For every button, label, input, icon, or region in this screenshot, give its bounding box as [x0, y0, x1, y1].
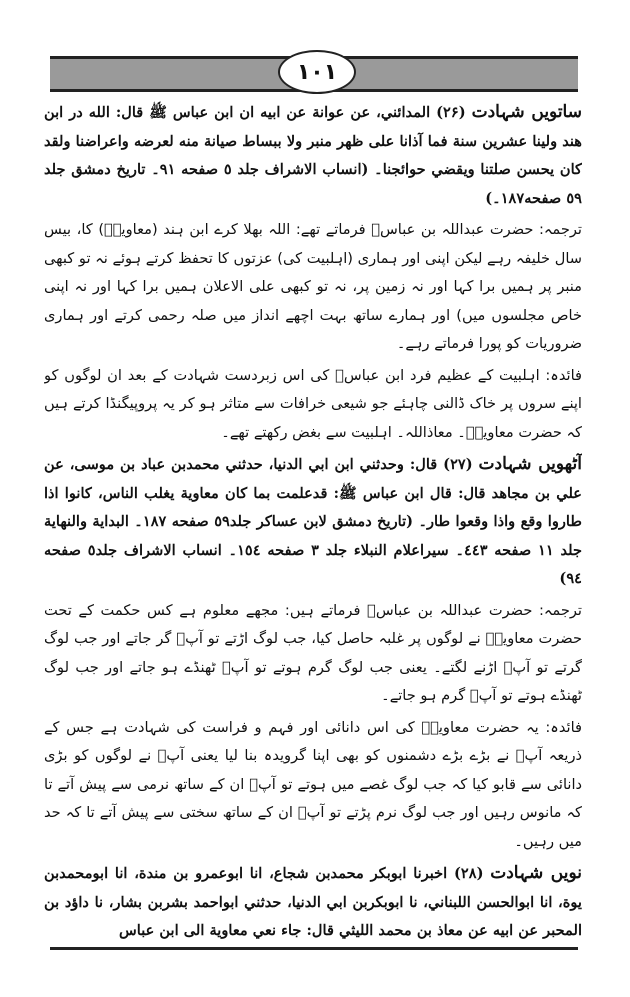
footer-rule [50, 947, 578, 950]
page-number: ۱۰۱ [278, 50, 356, 94]
benefit-paragraph: فائدہ: اہلبیت کے عظیم فرد ابن عباسؓ کی اس زبردست شہادت کے بعد ان لوگوں کو اپنے سروں پر خاک ڈالنی چاہئے جو شیعی خرافات سے متاثر ہو کر یہ پروپیگنڈا کرتے ہیں کہ حضرت معاویہؓ۔ معاذاللہ۔ اہلبیت سے بغض رکھتے تھے۔ [44, 366, 582, 441]
arabic-narration: (۲۸) اخبرنا ابوبكر محمدبن شجاع، انا ابوعمرو بن مندة، انا ابومحمدبن يوة، انا ابوالحسن اللبناني، نا ابوبكربن ابي الدنيا، حدثني ابواحمد بشربن بشار، نا داؤد بن المحبر عن ابيه عن معاذ بن محمد الليثي قال: جاء نعي معاوية الى ابن عباس [44, 865, 582, 939]
translation-paragraph: ترجمہ: حضرت عبداللہ بن عباسؓ فرماتے ہیں: مجھے معلوم ہے کس حکمت کے تحت حضرت معاویہؓ نے لوگوں پر غلبہ حاصل کیا، جب لوگ اڑتے تو آپؓ گر جاتے اور جب لوگ گرتے تو آپؓ اڑنے لگتے۔ یعنی جب لوگ گرم ہوتے تو آپؓ ٹھنڈے ہو جاتے اور جب لوگ ٹھنڈے ہوتے تو آپؓ گرم ہو جاتے۔ [44, 601, 582, 704]
section-heading: آٹھویں شہادت [478, 454, 582, 474]
benefit-paragraph: فائدہ: یہ حضرت معاویہؓ کی اس دانائی اور فہم و فراست کی شہادت ہے جس کے ذریعہ آپؓ نے بڑے بڑے دشمنوں کو بھی اپنا گرویدہ بنا لیا یعنی آپؓ نے لوگوں کو بڑی دانائی سے قابو کیا کہ جب لوگ غصے میں ہوتے تو آپؓ ان کے ساتھ نرمی سے پیش آتے تا کہ مانوس رہیں اور جب لوگ نرم پڑتے تو آپؓ ان کے ساتھ سختی سے پیش آتے تا کہ حد میں رہیں۔ [44, 718, 582, 850]
section-seventh-testimony [44, 98, 582, 213]
arabic-narration: (۲۶) المدائني، عن عوانة عن ابيه ان ابن عباس ﷺ قال: الله در ابن هند ولينا عشرين سنة فما آذانا على ظهر منبر ولا ببساط صيانة منه لعرضه واعراضنا ولقد كان يحسن صلتنا ويقضي حوائجنا۔ (انساب الاشراف جلد ٥ صفحه ٩١۔ تاريخ دمشق جلد ٥٩ صفحه١٨٧۔) [44, 104, 582, 207]
section-heading: ساتویں شہادت [471, 102, 582, 122]
section-ninth-testimony [44, 859, 582, 940]
section-heading: نویں شہادت [490, 863, 582, 883]
page-body [44, 98, 582, 940]
arabic-narration: (۲۷) قال: وحدثني ابن ابي الدنيا، حدثني محمدبن عباد بن موسى، عن علي بن مجاهد قال: قال ابن عباس ﷺ: قدعلمت بما كان معاوية يغلب الناس، كانوا اذا طاروا وقع واذا وقعوا طار۔ (تاريخ دمشق لابن عساكر جلد٥٩ صفحه ١٨٧۔ البداية والنهاية جلد ١١ صفحه ٤٤٣۔ سيراعلام النبلاء جلد ٣ صفحه ١٥٤۔ انساب الاشراف جلد٥ صفحه ٩٤) [44, 456, 582, 587]
translation-paragraph: ترجمہ: حضرت عبداللہ بن عباسؓ فرماتے تھے: اللہ بھلا کرے ابن ہند (معاویہؓ) کا، بیس سال خلیفہ رہے لیکن اپنی اور ہماری (اہلبیت کی) عزتوں کا تحفظ کرتے ہوئے نہ تو کبھی منبر پر ہمیں برا کہا اور نہ زمین پر، نہ تو کبھی علی الاعلان ہمیں برا کہا اور نہ اپنی خاص مجلسوں میں) اور ہمارے ساتھ بہت اچھے انداز میں صلہ رحمی کرتے اور ہماری ضروریات کو پورا فرماتے رہے۔ [44, 221, 582, 352]
section-eighth-testimony [44, 450, 582, 594]
